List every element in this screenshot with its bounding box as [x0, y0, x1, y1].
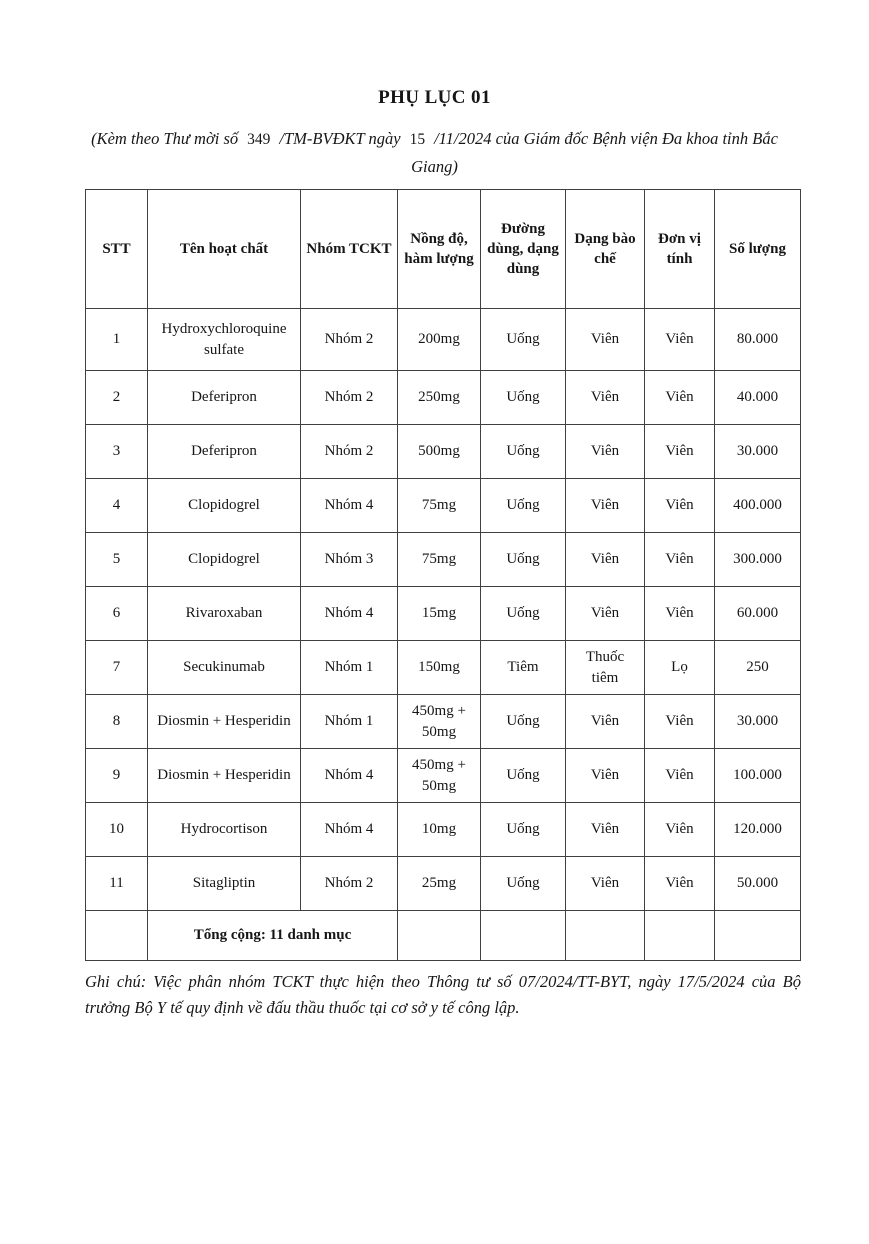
- table-row: [86, 587, 801, 641]
- column-header-so-luong: Số lượng: [715, 190, 801, 309]
- cell-don-vi-tinh: Viên: [645, 695, 715, 749]
- cell-duong-dung-dang-dung: Tiêm: [481, 641, 566, 695]
- cell-ten-hoat-chat: Hydroxychloroquine sulfate: [148, 309, 301, 371]
- cell-nong-do-ham-luong: 250mg: [398, 371, 481, 425]
- cell-ten-hoat-chat: Sitagliptin: [148, 857, 301, 911]
- cell-so-luong: 400.000: [715, 479, 801, 533]
- total-empty-cell: [481, 911, 566, 961]
- cell-nhom-tckt: Nhóm 2: [301, 425, 398, 479]
- cell-duong-dung-dang-dung: Uống: [481, 695, 566, 749]
- cell-dang-bao-che: Viên: [566, 533, 645, 587]
- cell-dang-bao-che: Viên: [566, 803, 645, 857]
- cell-ten-hoat-chat: Diosmin + Hesperidin: [148, 695, 301, 749]
- cell-don-vi-tinh: Viên: [645, 857, 715, 911]
- cell-don-vi-tinh: Viên: [645, 533, 715, 587]
- cell-stt: 3: [86, 425, 148, 479]
- column-header-stt: STT: [86, 190, 148, 309]
- table-row: [86, 641, 801, 695]
- cell-so-luong: 80.000: [715, 309, 801, 371]
- cell-duong-dung-dang-dung: Uống: [481, 479, 566, 533]
- cell-nong-do-ham-luong: 25mg: [398, 857, 481, 911]
- cell-so-luong: 60.000: [715, 587, 801, 641]
- procurement-table: [85, 189, 801, 961]
- cell-nong-do-ham-luong: 75mg: [398, 479, 481, 533]
- cell-nong-do-ham-luong: 75mg: [398, 533, 481, 587]
- column-header-ten-hoat-chat: Tên hoạt chất: [148, 190, 301, 309]
- table-header-row: [86, 190, 801, 309]
- table-row: [86, 803, 801, 857]
- cell-don-vi-tinh: Viên: [645, 803, 715, 857]
- cell-so-luong: 250: [715, 641, 801, 695]
- subtitle-day: 15: [409, 131, 426, 148]
- column-header-don-vi-tinh: Đơn vị tính: [645, 190, 715, 309]
- cell-nhom-tckt: Nhóm 2: [301, 857, 398, 911]
- cell-so-luong: 100.000: [715, 749, 801, 803]
- total-row: [86, 911, 801, 961]
- total-empty-stt: [86, 911, 148, 961]
- cell-nong-do-ham-luong: 15mg: [398, 587, 481, 641]
- cell-stt: 1: [86, 309, 148, 371]
- cell-dang-bao-che: Viên: [566, 587, 645, 641]
- cell-nhom-tckt: Nhóm 1: [301, 641, 398, 695]
- cell-don-vi-tinh: Viên: [645, 425, 715, 479]
- column-header-nhom-tckt: Nhóm TCKT: [301, 190, 398, 309]
- cell-stt: 11: [86, 857, 148, 911]
- cell-duong-dung-dang-dung: Uống: [481, 425, 566, 479]
- cell-so-luong: 30.000: [715, 425, 801, 479]
- total-label: Tổng cộng: 11 danh mục: [148, 911, 398, 961]
- table-row: [86, 857, 801, 911]
- cell-so-luong: 40.000: [715, 371, 801, 425]
- cell-nong-do-ham-luong: 500mg: [398, 425, 481, 479]
- cell-don-vi-tinh: Viên: [645, 749, 715, 803]
- cell-nhom-tckt: Nhóm 4: [301, 479, 398, 533]
- column-header-nong-do-ham-luong: Nồng độ, hàm lượng: [398, 190, 481, 309]
- cell-nhom-tckt: Nhóm 3: [301, 533, 398, 587]
- cell-duong-dung-dang-dung: Uống: [481, 533, 566, 587]
- cell-dang-bao-che: Viên: [566, 309, 645, 371]
- cell-nong-do-ham-luong: 150mg: [398, 641, 481, 695]
- column-header-dang-bao-che: Dạng bào chế: [566, 190, 645, 309]
- subtitle-doc-number: 349: [247, 131, 271, 148]
- table-row: [86, 749, 801, 803]
- cell-so-luong: 120.000: [715, 803, 801, 857]
- cell-don-vi-tinh: Viên: [645, 587, 715, 641]
- cell-so-luong: 300.000: [715, 533, 801, 587]
- cell-dang-bao-che: Viên: [566, 371, 645, 425]
- cell-duong-dung-dang-dung: Uống: [481, 857, 566, 911]
- cell-dang-bao-che: Viên: [566, 479, 645, 533]
- cell-don-vi-tinh: Viên: [645, 371, 715, 425]
- cell-nong-do-ham-luong: 10mg: [398, 803, 481, 857]
- cell-stt: 5: [86, 533, 148, 587]
- cell-don-vi-tinh: Lọ: [645, 641, 715, 695]
- cell-stt: 4: [86, 479, 148, 533]
- total-empty-cell: [645, 911, 715, 961]
- cell-duong-dung-dang-dung: Uống: [481, 749, 566, 803]
- cell-nhom-tckt: Nhóm 2: [301, 371, 398, 425]
- cell-dang-bao-che: Thuốc tiêm: [566, 641, 645, 695]
- subtitle-text-2: /TM-BVĐKT ngày: [279, 129, 401, 148]
- cell-don-vi-tinh: Viên: [645, 309, 715, 371]
- cell-dang-bao-che: Viên: [566, 695, 645, 749]
- cell-ten-hoat-chat: Rivaroxaban: [148, 587, 301, 641]
- cell-duong-dung-dang-dung: Uống: [481, 587, 566, 641]
- total-empty-cell: [715, 911, 801, 961]
- footnote: Ghi chú: Việc phân nhóm TCKT thực hiện theo Thông tư số 07/2024/TT-BYT, ngày 17/5/2024 của Bộ trưởng Bộ Y tế quy định về đấu thầu thuốc tại cơ sở y tế công lập.: [85, 972, 801, 1017]
- cell-stt: 7: [86, 641, 148, 695]
- cell-so-luong: 50.000: [715, 857, 801, 911]
- table-row: [86, 479, 801, 533]
- table-row: [86, 371, 801, 425]
- cell-dang-bao-che: Viên: [566, 425, 645, 479]
- table-row: [86, 425, 801, 479]
- cell-ten-hoat-chat: Clopidogrel: [148, 479, 301, 533]
- total-empty-cell: [566, 911, 645, 961]
- cell-nong-do-ham-luong: 200mg: [398, 309, 481, 371]
- cell-nhom-tckt: Nhóm 4: [301, 803, 398, 857]
- cell-stt: 8: [86, 695, 148, 749]
- cell-don-vi-tinh: Viên: [645, 479, 715, 533]
- cell-ten-hoat-chat: Secukinumab: [148, 641, 301, 695]
- appendix-subtitle: [83, 125, 787, 180]
- column-header-duong-dung-dang-dung: Đường dùng, dạng dùng: [481, 190, 566, 309]
- cell-stt: 2: [86, 371, 148, 425]
- page-title: PHỤ LỤC 01: [378, 87, 491, 108]
- cell-duong-dung-dang-dung: Uống: [481, 309, 566, 371]
- cell-stt: 9: [86, 749, 148, 803]
- subtitle-text-3: /11/2024 của Giám đốc Bệnh viện Đa khoa tỉnh Bắc Giang): [411, 129, 778, 176]
- cell-nhom-tckt: Nhóm 2: [301, 309, 398, 371]
- cell-ten-hoat-chat: Deferipron: [148, 425, 301, 479]
- table-row: [86, 533, 801, 587]
- cell-ten-hoat-chat: Deferipron: [148, 371, 301, 425]
- cell-dang-bao-che: Viên: [566, 857, 645, 911]
- table-row: [86, 309, 801, 371]
- table-body: [86, 309, 801, 911]
- cell-nhom-tckt: Nhóm 4: [301, 587, 398, 641]
- cell-ten-hoat-chat: Hydrocortison: [148, 803, 301, 857]
- total-empty-cell: [398, 911, 481, 961]
- cell-nhom-tckt: Nhóm 4: [301, 749, 398, 803]
- subtitle-text-1: (Kèm theo Thư mời số: [91, 129, 239, 148]
- cell-ten-hoat-chat: Diosmin + Hesperidin: [148, 749, 301, 803]
- cell-nong-do-ham-luong: 450mg + 50mg: [398, 749, 481, 803]
- cell-so-luong: 30.000: [715, 695, 801, 749]
- cell-duong-dung-dang-dung: Uống: [481, 371, 566, 425]
- table-row: [86, 695, 801, 749]
- cell-ten-hoat-chat: Clopidogrel: [148, 533, 301, 587]
- cell-dang-bao-che: Viên: [566, 749, 645, 803]
- cell-stt: 10: [86, 803, 148, 857]
- cell-stt: 6: [86, 587, 148, 641]
- cell-duong-dung-dang-dung: Uống: [481, 803, 566, 857]
- cell-nong-do-ham-luong: 450mg + 50mg: [398, 695, 481, 749]
- cell-nhom-tckt: Nhóm 1: [301, 695, 398, 749]
